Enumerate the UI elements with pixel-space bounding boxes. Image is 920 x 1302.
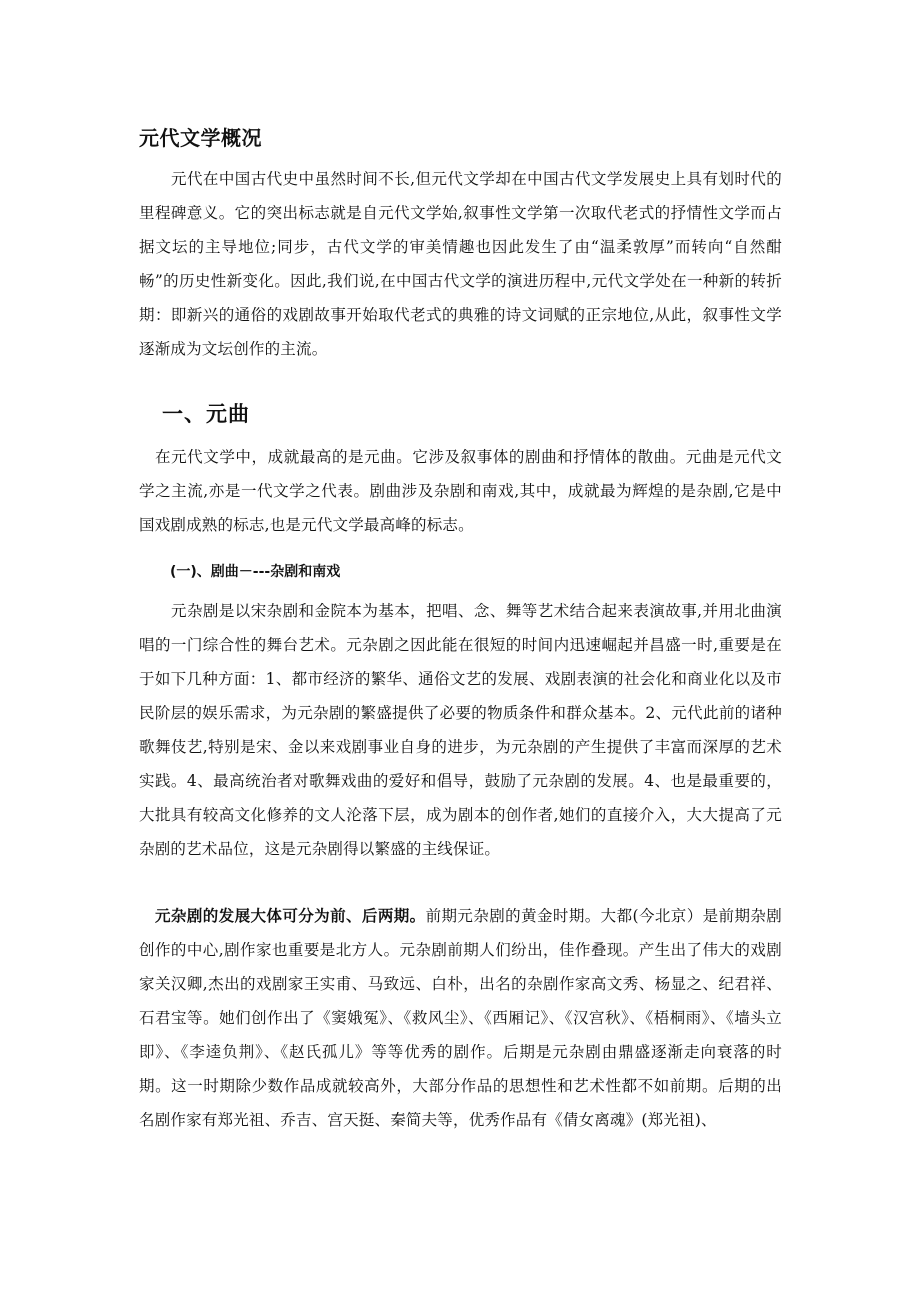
section-intro-paragraph: 在元代文学中，成就最高的是元曲。它涉及叙事体的剧曲和抒情体的散曲。元曲是元代文学之主流,亦是一代文学之代表。剧曲涉及杂剧和南戏,其中，成就最为辉煌的是杂剧,它是中国戏剧成熟的标志,也是元代文学最高峰的标志。 [139,448,782,534]
zaju-paragraph: 元杂剧是以宋杂剧和金院本为基本，把唱、念、舞等艺术结合起来表演故事,并用北曲演唱的一门综合性的舞台艺术。元杂剧之因此能在很短的时间内迅速崛起并昌盛一时,重要是在于如下几种方面：1、都市经济的繁华、通俗文艺的发展、戏剧表演的社会化和商业化以及市民阶层的娱乐需求，为元杂剧的繁盛提供了必要的物质条件和群众基本。2、元代此前的诸种歌舞伎艺,特别是宋、金以来戏剧事业自身的进步，为元杂剧的产生提供了丰富而深厚的艺术实践。4、最高统治者对歌舞戏曲的爱好和倡导，鼓励了元杂剧的发展。4、也是最重要的，大批具有较高文化修养的文人沦落下层，成为剧本的创作者,她们的直接介入，大大提高了元杂剧的艺术品位，这是元杂剧得以繁盛的主线保证。 [139,602,782,858]
development-lead: 元杂剧的发展大体可分为前、后两期。 [155,906,426,925]
development-paragraph [139,899,782,1137]
development-body: 前期元杂剧的黄金时期。大都(今北京）是前期杂剧创作的中心,剧作家也重要是北方人。元杂剧前期人们纷出，佳作叠现。产生出了伟大的戏剧家关汉卿,杰出的戏剧家王实甫、马致远、白朴，出名的杂剧作家高文秀、杨显之、纪君祥、石君宝等。她们创作出了《窦娥冤》、《救风尘》、《西厢记》、《汉宫秋》、《梧桐雨》、《墙头立即》、《李逵负荆》、《赵氏孤儿》等等优秀的剧作。后期是元杂剧由鼎盛逐渐走向衰落的时期。这一时期除少数作品成就较高外，大部分作品的思想性和艺术性都不如前期。后期的出名剧作家有郑光祖、乔吉、宫天挺、秦简夫等，优秀作品有《倩女离魂》(郑光祖)、 [139,907,783,1129]
intro-paragraph: 元代在中国古代史中虽然时间不长,但元代文学却在中国古代文学发展史上具有划时代的里程碑意义。它的突出标志就是自元代文学始,叙事性文学第一次取代老式的抒情性文学而占据文坛的主导地位;同步，古代文学的审美情趣也因此发生了由“温柔敦厚”而转向“自然酣畅”的历史性新变化。因此,我们说,在中国古代文学的演进历程中,元代文学处在一种新的转折期：即新兴的通俗的戏剧故事开始取代老式的典雅的诗文词赋的正宗地位,从此，叙事性文学逐渐成为文坛创作的主流。 [139,170,782,358]
section-title-yuanqu: 一、元曲 [162,401,250,426]
document-title: 元代文学概况 [139,126,262,150]
subsection-title-juqu: (一)、剧曲－---杂剧和南戏 [170,564,341,580]
